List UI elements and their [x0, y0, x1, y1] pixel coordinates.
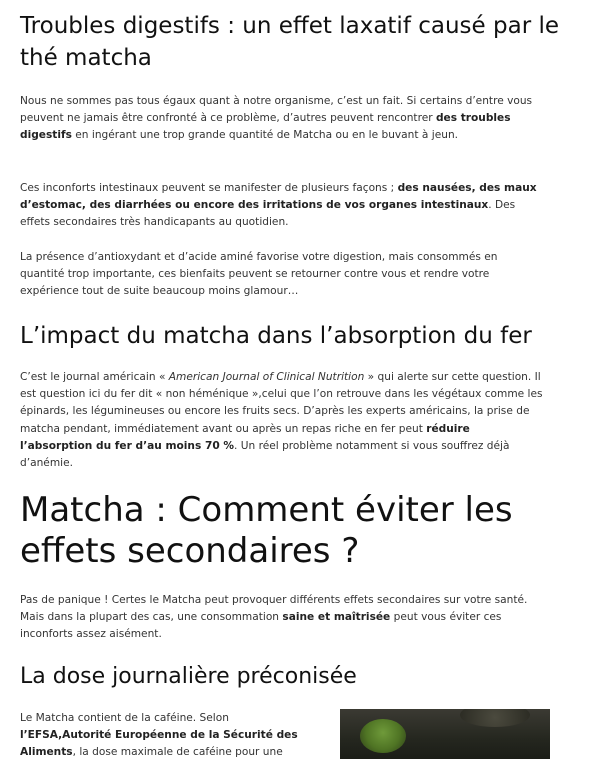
paragraph-troubles-1: [20, 93, 544, 145]
bold-text: des troubles digestifs: [20, 112, 511, 142]
dish-icon: [460, 709, 530, 727]
journal-name: American Journal of Clinical Nutrition: [168, 371, 365, 383]
heading-absorption-fer: L’impact du matcha dans l’absorption du fer: [20, 323, 532, 349]
text: C’est le journal américain «: [20, 371, 169, 383]
text: Nous ne sommes pas tous égaux quant à notre organisme, c’est un fait. Si certains d’entre vous peuvent ne jamais être confronté à ce problème, d’autres peuvent rencontrer: [20, 95, 533, 125]
paragraph-eviter: [20, 592, 544, 644]
text: Le Matcha contient de la caféine. Selon: [20, 712, 229, 724]
heading-eviter-effets: Matcha : Comment éviter les effets secondaires ?: [20, 490, 513, 571]
text: , la dose maximale de caféine pour une: [72, 746, 283, 759]
text: en ingérant une trop grande quantité de Matcha ou en le buvant à jeun.: [71, 129, 459, 142]
bold-text: réduire l’absorption du fer d’au moins 70 %: [20, 422, 470, 452]
text: . Un réel problème notamment si vous souffrez déjà d’anémie.: [20, 439, 510, 470]
text: Ces inconforts intestinaux peuvent se manifester de plusieurs façons ;: [20, 182, 398, 194]
paragraph-dose: [20, 710, 320, 762]
bold-text: saine et maîtrisée: [282, 611, 391, 624]
text: Pas de panique ! Certes le Matcha peut provoquer différents effets secondaires sur votre santé. Mais dans la plupart des cas, une consommation: [20, 594, 528, 624]
text: » qui alerte sur cette question. Il est question ici du fer dit « non héménique »,celui que l’on retrouve dans les végétaux comme les épinards, les légumineuses ou encore les fruits secs. D’après les experts américains, la prise de matcha pendant, immédiatement avant ou après un repas riche en fer peut: [20, 371, 543, 435]
matcha-bowl-icon: [360, 719, 406, 753]
text: peut vous éviter ces inconforts assez aisément.: [20, 611, 502, 641]
bold-text: l’EFSA,Autorité Européenne de la Sécurité des: [20, 729, 298, 742]
heading-troubles-digestifs: Troubles digestifs : un effet laxatif causé par le thé matcha: [20, 13, 559, 71]
text: . Des effets secondaires très handicapants au quotidien.: [20, 199, 516, 229]
matcha-bowl-photo: [340, 709, 550, 759]
paragraph-troubles-2: [20, 180, 544, 232]
heading-dose-journaliere: La dose journalière préconisée: [20, 664, 357, 689]
bold-text: Aliments: [20, 746, 73, 759]
bold-text: des nausées, des maux d’estomac, des diarrhées ou encore des irritations de vos organes intestinaux: [20, 182, 537, 212]
paragraph-troubles-3: La présence d’antioxydant et d’acide aminé favorise votre digestion, mais consommés en quantité trop importante, ces bienfaits peuvent se retourner contre vous et rendre votre expérience tout de suite beaucoup moins glamour…: [20, 251, 498, 298]
paragraph-fer: [20, 369, 544, 472]
